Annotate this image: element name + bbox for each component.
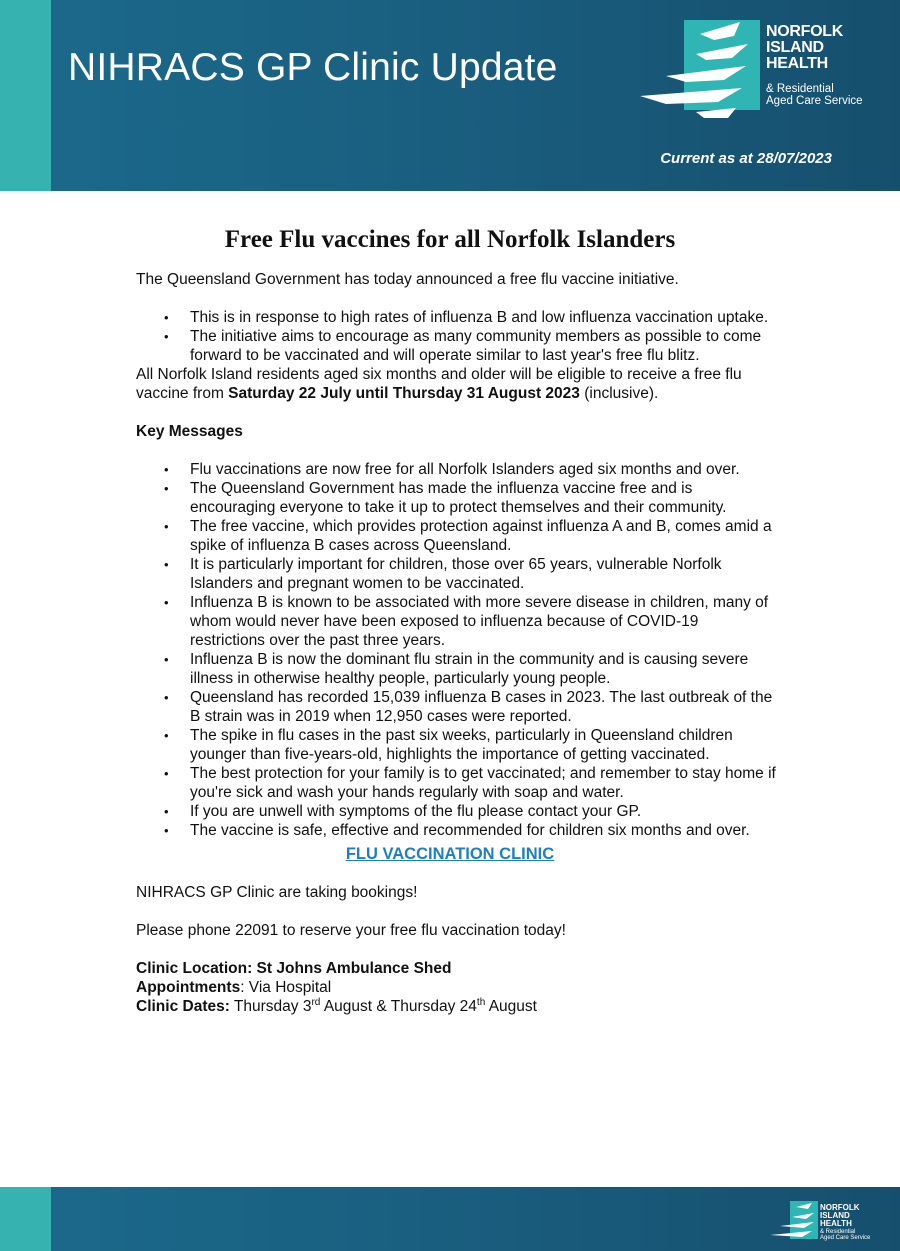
- footer-banner: [0, 1187, 900, 1251]
- list-item: • The initiative aims to encourage as many community members as possible to come forward to be vaccinated and will operate similar to last year's free flu blitz.: [190, 327, 776, 365]
- clinic-appointments: Appointments: Via Hospital: [136, 979, 332, 996]
- list-item: • The Queensland Government has made the influenza vaccine free and is encouraging everyone to take it up to protect themselves and their community.: [190, 479, 776, 517]
- list-item: • Flu vaccinations are now free for all Norfolk Islanders aged six months and over.: [190, 460, 776, 479]
- intro-bullet-list: [136, 308, 776, 365]
- flu-vaccination-clinic-link[interactable]: FLU VACCINATION CLINIC: [345, 845, 555, 863]
- bookings-text: NIHRACS GP Clinic are taking bookings!: [136, 884, 418, 901]
- footer-logo-subtitle: & Residential Aged Care Service: [820, 1229, 871, 1241]
- footer-logo-wordmark: NORFOLK ISLAND HEALTH: [820, 1203, 860, 1228]
- header-banner: [0, 0, 900, 191]
- list-item: • The vaccine is safe, effective and recommended for children six months and over.: [190, 821, 776, 840]
- clinic-location: Clinic Location: St Johns Ambulance Shed: [136, 960, 452, 977]
- article-title: Free Flu vaccines for all Norfolk Islanders: [224, 226, 676, 253]
- eligibility-dates: Saturday 22 July until Thursday 31 August 2023: [228, 385, 580, 402]
- article-body: [136, 226, 776, 1016]
- list-item: • The free vaccine, which provides protection against influenza A and B, comes amid a spike of influenza B cases across Queensland.: [190, 517, 776, 555]
- eligibility-paragraph: All Norfolk Island residents aged six months and older will be eligible to receive a free flu vaccine from Saturday 22 July until Thursday 31 August 2023 (inclusive).: [136, 366, 742, 402]
- phone-text: Please phone 22091 to reserve your free flu vaccination today!: [136, 922, 566, 939]
- list-item: • If you are unwell with symptoms of the flu please contact your GP.: [190, 802, 776, 821]
- list-item: • The spike in flu cases in the past six weeks, particularly in Queensland children younger than five-years-old, highlights the importance of getting vaccinated.: [190, 726, 776, 764]
- list-item: • This is in response to high rates of influenza B and low influenza vaccination uptake.: [190, 308, 776, 327]
- key-messages-list: [136, 460, 776, 840]
- footer-accent-strip: [0, 1187, 51, 1251]
- list-item: • Influenza B is known to be associated with more severe disease in children, many of whom would never have been exposed to influenza because of COVID-19 restrictions over the past three years.: [190, 593, 776, 650]
- key-messages-heading: Key Messages: [136, 423, 243, 440]
- logo-subtitle: & Residential Aged Care Service: [766, 83, 863, 107]
- page-title: NIHRACS GP Clinic Update: [68, 46, 558, 89]
- list-item: • Influenza B is now the dominant flu strain in the community and is causing severe illness in otherwise healthy people, particularly young people.: [190, 650, 776, 688]
- list-item: • It is particularly important for children, those over 65 years, vulnerable Norfolk Islanders and pregnant women to be vaccinated.: [190, 555, 776, 593]
- list-item: • Queensland has recorded 15,039 influenza B cases in 2023. The last outbreak of the B strain was in 2019 when 12,950 cases were reported.: [190, 688, 776, 726]
- list-item: • The best protection for your family is to get vaccinated; and remember to stay home if you're sick and wash your hands regularly with soap and water.: [190, 764, 776, 802]
- clinic-dates: Clinic Dates: Thursday 3rd August & Thursday 24th August: [136, 996, 537, 1015]
- intro-paragraph: The Queensland Government has today announced a free flu vaccine initiative.: [136, 271, 679, 288]
- logo-wordmark: NORFOLK ISLAND HEALTH: [766, 23, 844, 72]
- norfolk-island-health-logo: [636, 14, 886, 124]
- current-as-at-date: Current as at 28/07/2023: [660, 150, 832, 167]
- header-accent-strip: [0, 0, 51, 191]
